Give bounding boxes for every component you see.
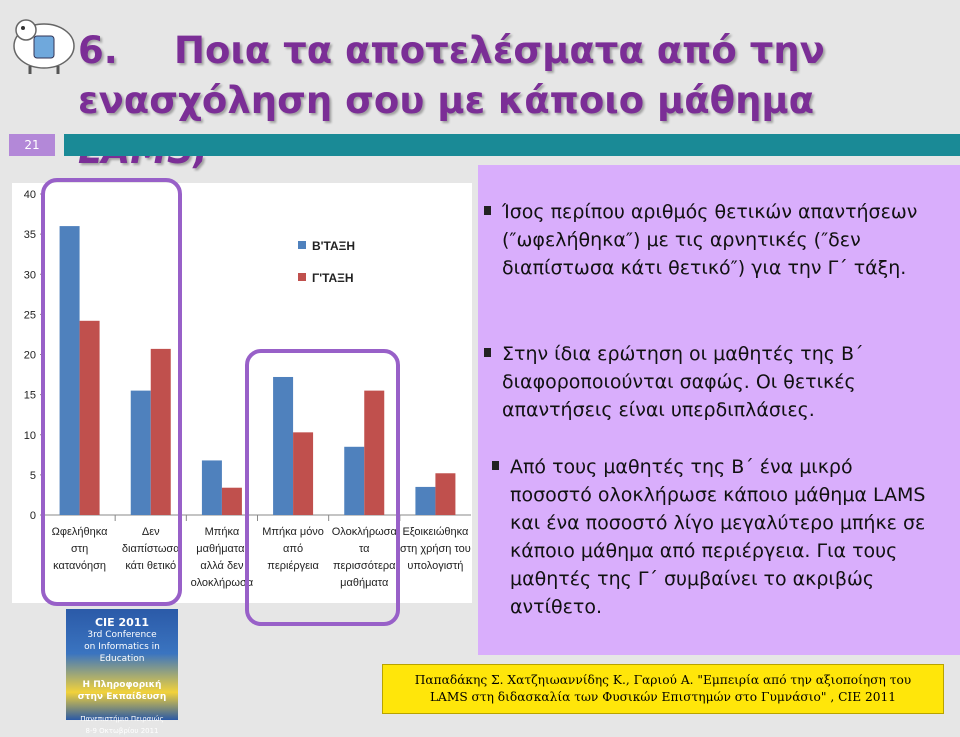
bar [222,488,242,515]
bar [202,460,222,515]
x-tick-label: μαθήματα [340,577,389,589]
x-tick-label: περιέργεια [267,560,319,572]
sheep-mascot-icon [4,6,82,76]
bullet-square-icon [484,206,491,215]
title-rule [64,134,960,156]
logo-line-6: Πανεπιστήμιο Πειραιώς [80,715,164,723]
x-tick-label: ολοκλήρωσα [190,577,254,589]
highlight-ring-left [41,178,182,606]
title-number: 6. [78,29,118,72]
x-tick-label: Εξοικειώθηκα [402,526,469,538]
citation-box [382,664,944,714]
title-line-2-text: ενασχόληση σου με κάποιο μάθημα [78,79,815,122]
x-tick-label: κάτι θετικό [125,560,177,572]
conference-logo [66,609,178,735]
logo-line-3: on Informatics in Education [84,642,160,664]
y-tick-label: 40 [23,189,36,201]
x-tick-label: υπολογιστή [407,560,464,572]
bullet-3 [492,453,940,621]
y-tick-label: 0 [29,510,36,522]
title-line-1: Ποια τα αποτελέσματα από την [174,29,825,72]
bar [435,473,455,515]
x-tick-label: στη χρήση του [400,543,471,555]
legend-label: Γ'ΤΑΞΗ [312,271,354,285]
x-tick-label: Ολοκλήρωσα [331,526,397,538]
bullet-square-icon [484,348,491,357]
page-number: 21 [9,134,55,156]
bullet-1-text: Ίσος περίπου αριθμός θετικών απαντήσεων (″ωφελήθηκα″) με τις αρνητικές (″δεν διαπίστωσα κάτι θετικό″) για την Γ΄ τάξη. [502,201,918,279]
y-tick-label: 10 [23,429,36,442]
x-tick-label: αλλά δεν [200,560,244,572]
logo-line-1: CIE 2011 [94,616,150,629]
y-tick-label: 35 [23,229,36,242]
x-tick-label: περισσότερα [332,560,396,572]
citation-line-2: LAMS στη διδασκαλία των Φυσικών Επιστημών στο Γυμνάσιο" , CIE 2011 [429,690,897,704]
legend-label: Β'ΤΑΞΗ [312,239,356,253]
legend-swatch [298,273,306,281]
highlight-ring-right [245,349,400,626]
y-tick-label: 20 [23,349,36,362]
x-tick-label: μαθήματα, [196,543,248,555]
x-tick-label: τα [358,543,370,555]
bullet-square-icon [492,461,499,470]
logo-line-5: στην Εκπαίδευση [77,692,167,702]
title-line-2 [78,76,938,176]
x-tick-label: Δεν [141,526,160,538]
citation-line-1: Παπαδάκης Σ. Χατζηιωαννίδης Κ., Γαριού Α. "Εμπειρία από την αξιοποίηση του [414,673,912,687]
bullet-1 [484,198,944,282]
legend-swatch [298,241,306,249]
x-tick-label: από [283,543,304,555]
logo-line-7: 8-9 Οκτωβρίου 2011 [85,727,159,735]
x-tick-label: Ωφελήθηκα [51,526,108,538]
bullet-3-text: Από τους μαθητές της Β΄ ένα μικρό ποσοστό ολοκλήρωσε κάποιο μάθημα LAMS και ένα ποσοστό λίγο μεγαλύτερο μπήκε σε κάποιο μάθημα από περιέργεια. Για τους μαθητές της Γ΄ συμβαίνει το ακριβώς αντίθετο. [510,456,926,618]
y-tick-label: 25 [23,309,36,322]
x-tick-label: στη [70,543,89,555]
x-tick-label: Μπήκα [204,526,240,538]
y-tick-label: 5 [29,469,36,482]
logo-line-2: 3rd Conference [87,630,157,640]
y-tick-label: 15 [23,389,36,402]
x-tick-label: κατανόηση [53,560,107,572]
bullet-2-text: Στην ίδια ερώτηση οι μαθητές της Β΄ διαφοροποιούνται σαφώς. Οι θετικές απαντήσεις είναι υπερδιπλάσιες. [502,343,864,421]
x-tick-label: Μπήκα μόνο [262,526,324,538]
bar [415,487,435,515]
x-tick-label: διαπίστωσα [121,543,180,555]
bullet-2 [484,340,904,424]
logo-line-4: Η Πληροφορική [82,680,162,690]
y-tick-label: 30 [23,269,36,282]
